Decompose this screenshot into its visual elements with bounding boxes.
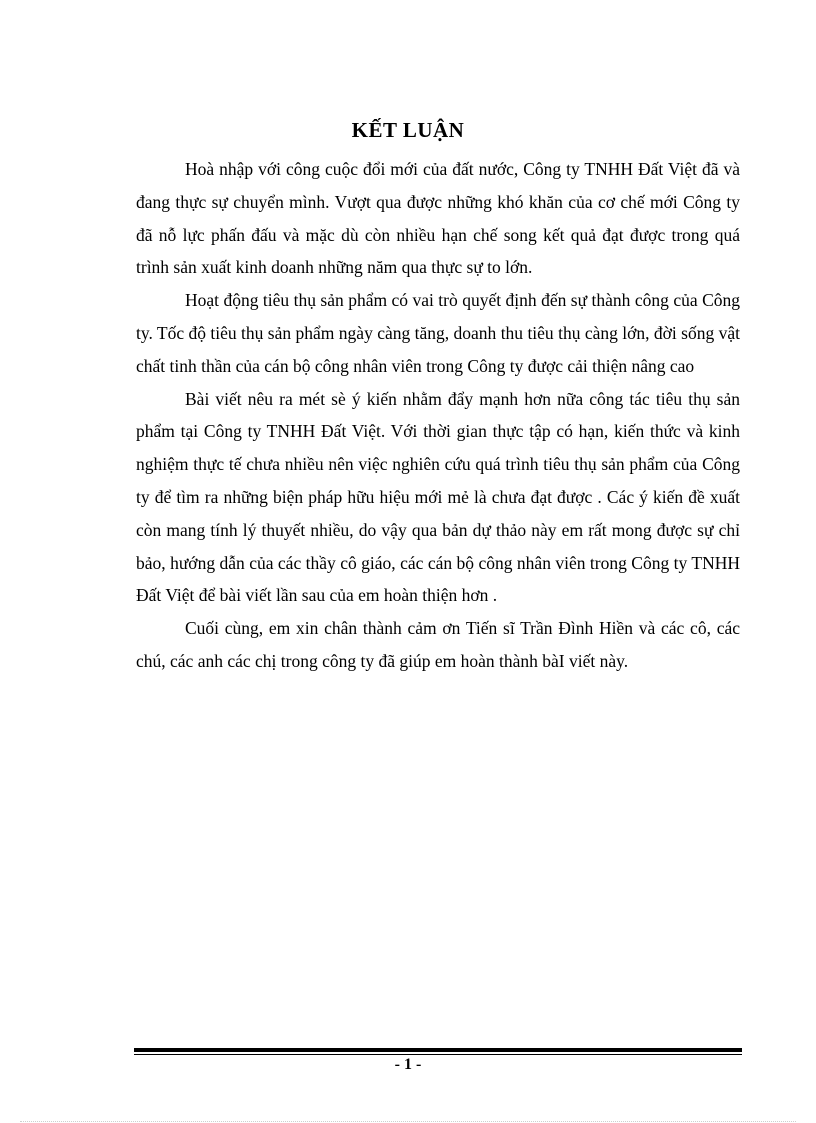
page-number: - 1 -	[394, 1056, 422, 1073]
paragraph-1: Hoà nhập với công cuộc đổi mới của đất nước, Công ty TNHH Đất Việt đã và đang thực sự chuyển mình. Vượt qua được những khó khăn của cơ chế mới Công ty đã nỗ lực phấn đấu và mặc dù còn nhiều hạn chế song kết quả đạt được trong quá trình sản xuất kinh doanh những năm qua thực sự to lớn.	[136, 159, 740, 278]
paragraph-4: Cuối cùng, em xin chân thành cảm ơn Tiến sĩ Trần Đình Hiền và các cô, các chú, các anh các chị trong công ty đã giúp em hoàn thành bàI viết này.	[136, 618, 740, 671]
paragraph-2: Hoạt động tiêu thụ sản phẩm có vai trò quyết định đến sự thành công của Công ty. Tốc độ tiêu thụ sản phẩm ngày càng tăng, doanh thu tiêu thụ càng lớn, đời sống vật chất tinh thần của cán bộ công nhân viên trong Công ty được cải thiện nâng cao	[136, 290, 740, 376]
footer-divider-thin	[134, 1054, 742, 1055]
paragraph-3: Bài viết nêu ra mét sè ý kiến nhằm đẩy mạnh hơn nữa công tác tiêu thụ sản phẩm tại Công ty TNHH Đất Việt. Với thời gian thực tập có hạn, kiến thức và kinh nghiệm thực tế chưa nhiều nên việc nghiên cứu quá trình tiêu thụ sản phẩm của Công ty để tìm ra những biện pháp hữu hiệu mới mẻ là chưa đạt được . Các ý kiến đề xuất còn mang tính lý thuyết nhiều, do vậy qua bản dự thảo này em rất mong được sự chỉ bảo, hướng dẫn của các thầy cô giáo, các cán bộ công nhân viên trong Công ty TNHH Đất Việt để bài viết lần sau của em hoàn thiện hơn .	[136, 388, 740, 606]
page-edge-dotted-line	[20, 1121, 796, 1122]
page-title: KẾT LUẬN	[351, 118, 465, 142]
footer-divider	[134, 1048, 742, 1055]
body-text	[136, 153, 740, 678]
footer-divider-thick	[134, 1048, 742, 1052]
